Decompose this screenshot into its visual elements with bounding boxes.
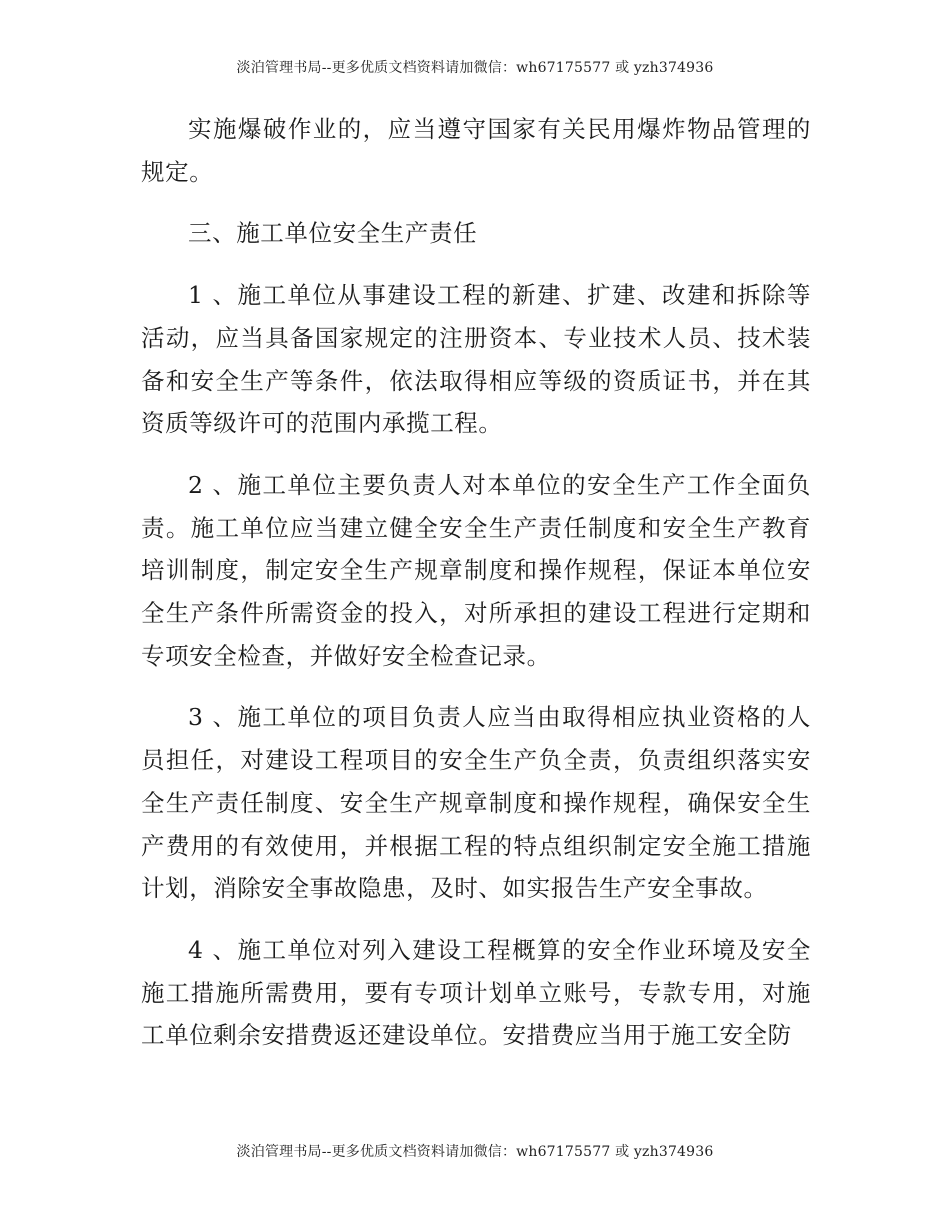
paragraph-item-1: 1 、施工单位从事建设工程的新建、扩建、改建和拆除等活动，应当具备国家规定的注册资本、专业技术人员、技术装备和安全生产等条件，依法取得相应等级的资质证书，并在其资质等级许可的范围内承揽工程。 — [141, 281, 811, 438]
section-heading: 三、施工单位安全生产责任 — [188, 219, 478, 248]
paragraph-item-3: 3 、施工单位的项目负责人应当由取得相应执业资格的人员担任，对建设工程项目的安全生产负全责，负责组织落实安全生产责任制度、安全生产规章制度和操作规程，确保安全生产费用的有效使用，并根据工程的特点组织制定安全施工措施计划，消除安全事故隐患，及时、如实报告生产安全事故。 — [141, 703, 811, 903]
document-body — [141, 108, 811, 1076]
page-header: 淡泊管理书局--更多优质文档资料请加微信：wh67175577 或 yzh374936 — [236, 60, 714, 76]
paragraph-item-4: 4 、施工单位对列入建设工程概算的安全作业环境及安全施工措施所需费用，要有专项计划单立账号，专款专用，对施工单位剩余安措费返还建设单位。安措费应当用于施工安全防 — [141, 935, 811, 1050]
paragraph-item-2: 2 、施工单位主要负责人对本单位的安全生产工作全面负责。施工单位应当建立健全安全生产责任制度和安全生产教育培训制度，制定安全生产规章制度和操作规程，保证本单位安全生产条件所需资金的投入，对所承担的建设工程进行定期和专项安全检查，并做好安全检查记录。 — [141, 470, 811, 670]
paragraph-blasting-rule: 实施爆破作业的，应当遵守国家有关民用爆炸物品管理的规定。 — [141, 115, 811, 186]
page-footer: 淡泊管理书局--更多优质文档资料请加微信：wh67175577 或 yzh374936 — [236, 1144, 714, 1160]
